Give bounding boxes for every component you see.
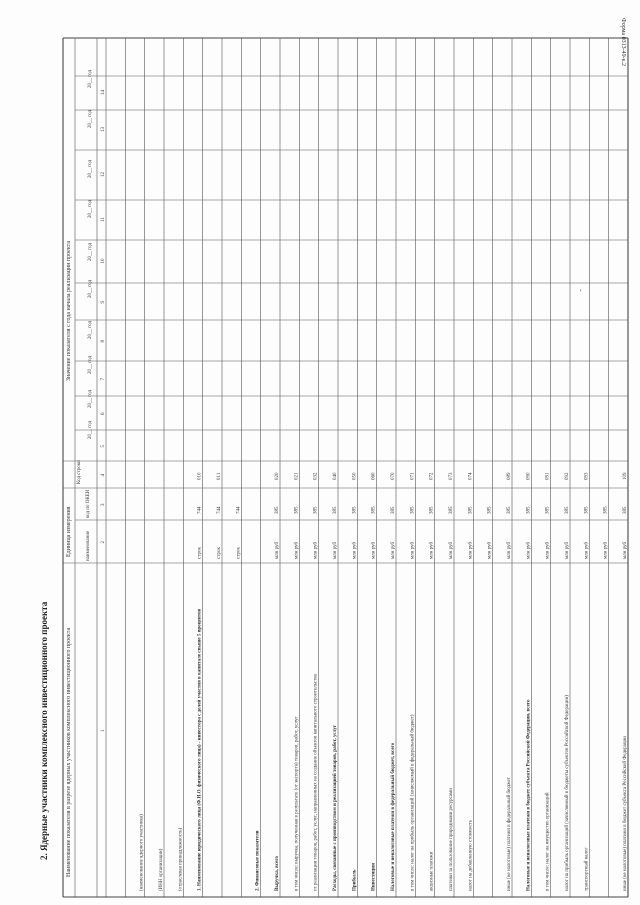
header-row-code: Код строки — [77, 460, 82, 484]
row-indicator: в том числе: налог на прибыль организаций (зачисляемый в федеральный бюджет) — [410, 714, 416, 891]
row-okei: 385 — [468, 506, 474, 514]
row-indicator: в том числе: налог на имущество организаций — [545, 792, 551, 891]
row-code: 011 — [217, 472, 222, 480]
row-okei: 385 — [352, 506, 358, 514]
header-year: 20__ год — [88, 109, 93, 128]
row-unit: млн руб — [391, 542, 396, 559]
row-okei: 385 — [313, 506, 319, 514]
column-number: 3 — [101, 503, 106, 506]
header-year: 20__ год — [88, 355, 93, 374]
row-unit: млн руб — [545, 542, 551, 559]
column-number: 2 — [101, 541, 106, 544]
row-code: 089 — [507, 472, 512, 480]
row-unit: млн руб — [429, 542, 435, 559]
row-okei: 385 — [275, 506, 280, 514]
row-code: 021 — [294, 472, 300, 480]
row-code: 091 — [545, 472, 551, 480]
column-number: 10 — [101, 258, 106, 264]
column-number: 6 — [101, 412, 106, 415]
row-indicator: Прибыль — [352, 869, 358, 891]
row-indicator: налог на прибыль организаций (зачисляемый в бюджеты субъектов Российской Федерации) — [565, 695, 570, 891]
row-okei: 385 — [410, 506, 416, 514]
row-okei: 385 — [545, 506, 551, 514]
row-unit: млн руб — [584, 542, 590, 559]
section-title: 2. Ядерные участники комплексного инвестиционного проекта — [39, 601, 49, 860]
row-code: 040 — [333, 472, 338, 480]
row-indicator: (отраслевая принадлежность) — [178, 827, 184, 891]
header-year: 20__ год — [88, 420, 93, 439]
column-number: 9 — [101, 301, 106, 304]
row-unit: млн руб — [487, 542, 493, 559]
row-okei: 385 — [487, 506, 493, 514]
row-indicator: (ИНН организации) — [159, 848, 164, 891]
row-unit: млн руб — [507, 542, 512, 559]
row-okei: 744 — [236, 506, 242, 514]
row-unit: млн руб — [352, 542, 358, 559]
header-year: 20__ год — [88, 242, 93, 261]
row-unit: строк — [236, 547, 242, 559]
header-unit-name: наименование — [86, 530, 91, 561]
column-number: 11 — [101, 217, 106, 222]
header-values-group: Значение показателя с года начала реализации проекта — [66, 240, 72, 381]
row-code: 074 — [468, 472, 474, 480]
row-code: 071 — [410, 472, 416, 480]
row-unit: млн руб — [623, 542, 628, 559]
header-indicator: Наименование показателя в разрезе ядерных участников комплексного инвестиционного проекта — [66, 627, 72, 877]
column-number: 1 — [101, 729, 106, 732]
row-unit: млн руб — [275, 542, 280, 559]
row-okei: 385 — [565, 506, 570, 514]
header-year: 20__ год — [88, 199, 93, 218]
row-indicator: Выручка, всего — [275, 856, 280, 891]
header-unit-group: Единица измерения — [66, 506, 72, 557]
row-unit: млн руб — [294, 542, 300, 559]
row-indicator: от реализации товаров, работ, услуг, направленных на создание объектов капитального строительства — [313, 674, 319, 891]
row-indicator: иные (не налоговые) платежи в бюджет субъекта Российской Федерации — [623, 736, 628, 891]
row-code: 090 — [526, 472, 532, 480]
row-indicator: платежи за пользование природными ресурсами — [449, 788, 454, 891]
row-okei: 385 — [584, 506, 590, 514]
row-indicator: акцизные платежи — [429, 851, 435, 891]
row-indicator: Налоговые и неналоговые платежи в федеральный бюджет, всего — [391, 742, 396, 891]
row-code: 109 — [623, 472, 628, 480]
row-indicator: налог на добавленную стоимость — [468, 819, 474, 891]
row-indicator: Налоговые и неналоговые платежи в бюджет субъекта Российской Федерации, всего — [526, 699, 532, 891]
row-okei: 385 — [429, 506, 435, 514]
row-code: 010 — [197, 472, 203, 480]
column-number: 12 — [101, 172, 106, 177]
row-indicator: 2. Финансовые показатели — [255, 830, 261, 891]
row-code: 060 — [371, 472, 377, 480]
row-okei: 385 — [507, 506, 512, 514]
row-code: 092 — [565, 472, 570, 480]
row-okei: 744 — [197, 506, 203, 514]
row-unit: млн руб — [565, 542, 570, 559]
column-number: 14 — [101, 90, 106, 95]
row-code: 072 — [429, 472, 435, 480]
row-okei: 385 — [294, 506, 300, 514]
header-year: 20__ год — [88, 320, 93, 339]
row-unit: млн руб — [449, 542, 454, 559]
row-okei: 385 — [391, 506, 396, 514]
row-okei: 385 — [526, 506, 532, 514]
row-indicator: Инвестиции — [371, 863, 377, 891]
header-year: 20__ год — [88, 279, 93, 298]
row-okei: 385 — [371, 506, 377, 514]
row-unit: млн руб — [468, 542, 474, 559]
row-unit: млн руб — [371, 542, 377, 559]
table-labels — [66, 69, 628, 891]
header-year: 20__ год — [88, 389, 93, 408]
table-grid — [63, 38, 628, 897]
row-unit: млн руб — [333, 542, 338, 559]
row-code: 070 — [391, 472, 396, 480]
column-number: 5 — [101, 445, 106, 448]
row-code: 093 — [584, 472, 590, 480]
header-unit-okei: код по ОКЕИ — [86, 489, 91, 518]
row-okei: 385 — [623, 506, 628, 514]
column-number: 13 — [101, 127, 106, 132]
header-year: 20__ год — [88, 69, 93, 88]
row-unit: млн руб — [603, 542, 609, 559]
row-okei: 385 — [333, 506, 338, 514]
scan-mark: ' — [580, 288, 582, 297]
row-indicator: (наименование ядерного участника) — [139, 814, 145, 891]
row-unit: строк — [217, 547, 222, 559]
row-code: 050 — [352, 472, 358, 480]
row-indicator: в том числе: выручка, полученная в результате (от экспорта) товаров, работ, услуг — [294, 716, 300, 891]
header-year: 20__ год — [88, 159, 93, 178]
row-unit: млн руб — [526, 542, 532, 559]
column-number: 8 — [101, 340, 106, 343]
row-code: 073 — [449, 472, 454, 480]
row-indicator: иные (не налоговые) платежи в федеральный бюджет — [507, 777, 512, 891]
row-code: 032 — [313, 472, 319, 480]
form-code: Форма 0313-49-к.2 — [620, 18, 626, 66]
column-number: 4 — [101, 474, 106, 477]
row-okei: 744 — [217, 506, 222, 514]
row-code: 020 — [275, 472, 280, 480]
row-unit: млн руб — [313, 542, 319, 559]
row-indicator: 1. Наименование юридического лица (Ф.И.О. физического лица) - инвестора с долей участия в капитале свыше 5 процентов — [197, 608, 203, 891]
row-okei: 385 — [603, 506, 609, 514]
row-unit: строк — [197, 547, 203, 559]
row-unit: млн руб — [410, 542, 416, 559]
row-indicator: Расходы, связанные с производством и реализацией товаров, работ, услуг — [333, 724, 338, 891]
row-indicator: транспортный налог — [584, 847, 590, 891]
row-okei: 385 — [449, 506, 454, 514]
column-number: 7 — [101, 378, 106, 381]
